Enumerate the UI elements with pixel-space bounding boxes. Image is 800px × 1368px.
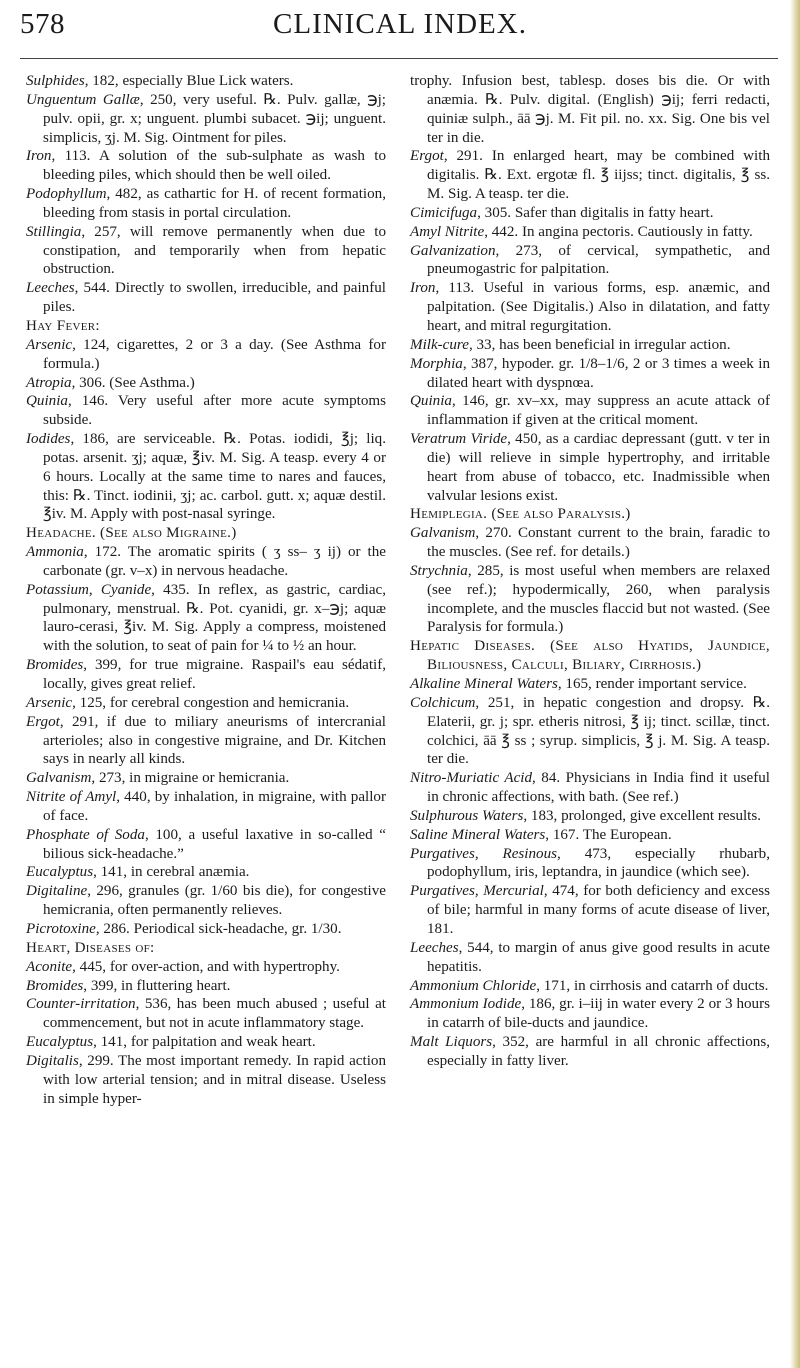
entry-term: Potassium, Cyanide [26,581,152,598]
entry-text: , 182, especially Blue Lick waters. [84,73,294,89]
index-entry [410,204,770,223]
index-heading [26,524,386,543]
entry-text: , 286. Periodical sick-headache, gr. 1/30. [95,920,342,937]
entry-text: , 442. In angina pectoris. Cautiously in fatty. [484,223,753,240]
entry-text: , 474, for both deficiency and excess of bile; harmful in many forms of acute disease of liver, 181. [427,883,770,937]
index-entry [410,430,770,505]
entry-text: , 113. A solution of the sub-sulphate as wash to bleeding piles, which should then be well oiled. [43,148,386,184]
entry-term: Quinia [410,393,452,410]
index-entry [26,543,386,581]
entry-text: , 273, of cervical, sympathetic, and pneumogastric for palpitation. [427,242,770,278]
entry-text: , 450, as a cardiac depressant (gutt. v ter in die) will relieve in simple hypertrophy, and irritable heart from abuse of tobacco, etc. Inadmissible when valvular lesions exist. [427,431,770,504]
entry-term: Iron [26,148,52,165]
running-title: CLINICAL INDEX. [273,8,527,40]
entry-term: Podophyllum [26,186,107,203]
index-entry [26,713,386,770]
index-entry [26,185,386,223]
index-entry [26,336,386,374]
index-entry [26,392,386,430]
page-number: 578 [20,8,65,40]
entry-text: , 186, gr. i–iij in water every 2 or 3 hours in catarrh of bile-ducts and jaundice. [427,996,770,1032]
index-entry [410,72,770,147]
entry-term: Ergot [410,148,444,165]
index-entry [410,769,770,807]
entry-text: , 291. In enlarged heart, may be combined with digitalis. ℞. Ext. ergotæ fl. ℥ iijss; tinct. digitalis, ℥ ss. M. Sig. A teasp. ter die. [427,148,770,203]
index-entry [410,845,770,883]
index-entry [26,91,386,148]
index-entry [410,939,770,977]
entry-term: Sulphides [26,73,85,89]
entry-term: Saline Mineral Waters [410,826,546,843]
index-entry [26,958,386,977]
entry-text: , 84. Physicians in India find it useful in chronic affections, with bath. (See ref.) [427,770,771,806]
entry-text: , 183, prolonged, give excellent results. [523,807,762,824]
entry-term: Ammonia [26,544,84,561]
index-entry [410,882,770,939]
entry-term: Aconite [26,958,73,975]
left-column [26,72,386,1108]
entry-term: Leeches [410,939,459,956]
index-entry [26,977,386,996]
entry-text: , 146. Very useful after more acute symptoms subside. [43,393,386,429]
entry-text: : [150,939,155,956]
entry-text: , 435. In reflex, as gastric, cardiac, pulmonary, menstrual. ℞. Pot. cyanidi, gr. x–℈j; aquæ lauro-cerasi, ℥iv. M. Sig. Apply a compress, moistened with the solution, to seat of pain for ¼ to ½ an hour. [43,581,386,655]
entry-term: Heart, Diseases of [26,939,151,956]
index-entry [410,977,770,996]
entry-text: , 186, are serviceable. ℞. Potas. iodidi, ℥j; liq. potas. arsenit. ʒj; aquæ, ℥iv. M. Sig. A teasp. every 4 or 6 hours. Locally at the same time to nares and fauces, this: ℞. Tinct. iodinii, ʒj; ac. carbol. gutt. x; aquæ destil. ℥iv. M. Apply with post-nasal syringe. [43,431,386,523]
entry-text: , 141, in cerebral anæmia. [93,864,250,881]
index-entry [26,788,386,826]
index-entry [410,995,770,1033]
entry-term: Galvanization [410,242,496,259]
index-entry [410,392,770,430]
index-entry [410,1033,770,1071]
entry-term: Hay Fever [26,317,96,334]
entry-text: , 165, render important service. [557,676,747,692]
entry-text: , 33, has been beneficial in irregular action. [468,336,731,353]
index-entry [26,882,386,920]
entry-term: Counter-irritation [26,996,136,1013]
entry-term: Iron [410,280,436,297]
index-entry [26,920,386,939]
entry-term: Nitro-Muriatic Acid [410,770,533,787]
entry-term: Galvanism [410,525,476,542]
entry-text: , 171, in cirrhosis and catarrh of ducts. [536,977,769,994]
index-entry [410,826,770,845]
entry-text: , 473, especially rhubarb, podophyllum, iris, leptandra, in jaundice (which see). [427,845,770,881]
entry-text: , 167. The European. [545,826,672,843]
index-entry [26,430,386,524]
index-entry [410,242,770,280]
entry-term: Unguentum Gallæ [26,91,140,108]
entry-text: , 172. The aromatic spirits ( ʒ ss– ʒ ij) or the carbonate (gr. v–x) in nervous headache. [43,544,386,579]
entry-term: Malt Liquors [410,1034,493,1051]
right-column [410,72,770,1071]
entry-term: Sulphurous Waters [410,807,524,824]
entry-term: Ergot [26,713,60,730]
entry-term: Strychnia [410,562,468,579]
index-entry [26,72,386,91]
index-entry [410,807,770,826]
index-entry [26,374,386,393]
index-entry [26,1052,386,1109]
entry-term: Headache. [26,525,96,542]
entry-term: Digitaline [26,883,88,900]
entry-text: , 285, is most useful when members are relaxed (see ref.); hypodermically, 260, when paralysis incomplete, and the muscles flaccid but not wasted. (See Paralysis for formula.) [427,562,770,636]
index-entry [26,995,386,1033]
entry-text: (See also Migraine.) [95,525,237,542]
index-entry [26,581,386,656]
entry-text: trophy. Infusion best, tablesp. doses bis die. Or with anæmia. ℞. Pulv. digital. (English) ℈ij; ferri redacti, quiniæ sulph., āā ℈j. M. Fit pil. no. xx. Sig. One bis vel ter in die. [410,73,770,146]
entry-text: , 440, by inhalation, in migraine, with pallor of face. [43,789,386,824]
index-entry [410,147,770,204]
entry-term: Hepatic Diseases. [410,638,536,655]
entry-term: Leeches [26,280,75,297]
entry-term: Arsenic [26,694,73,711]
index-entry [26,223,386,280]
entry-text: , 124, cigarettes, 2 or 3 a day. (See Asthma for formula.) [43,336,386,372]
entry-text: , 306. (See Asthma.) [71,374,195,391]
entry-text: , 299. The most important remedy. In rapid action with low arterial tension; and in mitral disease. Useless in simple hyper- [43,1052,386,1107]
index-heading [410,505,770,524]
entry-text: , 146, gr. xv–xx, may suppress an acute attack of inflammation if given at the critical moment. [427,393,770,429]
entry-text: , 482, as cathartic for H. of recent formation, bleeding from stasis in portal circulation. [43,186,386,221]
entry-text: , 536, has been much abused ; useful at commencement, but not in acute inflammatory stage. [43,996,386,1032]
entry-term: Picrotoxine [26,920,96,937]
entry-term: Galvanism [26,770,92,787]
index-entry [410,355,770,393]
header-rule [20,58,778,59]
index-entry [410,675,770,694]
entry-text: , 305. Safer than digitalis in fatty heart. [477,204,714,221]
entry-term: Ammonium Iodide [410,996,522,1013]
entry-term: Veratrum Viride [410,431,508,448]
entry-term: Purgatives, Mercurial [410,883,544,900]
entry-term: Eucalyptus [26,864,94,881]
index-entry [410,279,770,336]
entry-text: , 544, to margin of anus give good results in acute hepatitis. [427,939,770,975]
entry-term: Purgatives, Resinous [410,845,558,862]
entry-term: Stillingia [26,223,82,240]
entry-term: Atropia [26,374,72,391]
entry-term: Arsenic [26,336,73,353]
entry-term: Digitalis [26,1052,79,1069]
entry-term: Amyl Nitrite [410,223,485,240]
index-entry [410,694,770,769]
entry-term: Colchicum [410,694,476,711]
entry-text: , 273, in migraine or hemicrania. [91,770,290,787]
entry-term: Iodides [26,431,71,448]
index-entry [410,562,770,637]
entry-text: , 270. Constant current to the brain, faradic to the muscles. (See ref. for details.) [427,525,770,561]
entry-text: (See also Paralysis.) [487,506,631,523]
entry-text: (See also Hyatids, Jaundice, Biliousness, Calculi, Biliary, Cirrhosis.) [427,638,770,674]
index-entry [410,223,770,242]
entry-term: Bromides [26,657,84,674]
entry-text: , 113. Useful in various forms, esp. anæmic, and palpitation. (See Digitalis.) Also in dilatation, and fatty heart, and mitral regurgitation. [427,280,770,334]
entry-term: Eucalyptus [26,1034,94,1051]
entry-text: , 141, for palpitation and weak heart. [93,1034,316,1051]
entry-text: , 291, if due to miliary aneurisms of intercranial arterioles; also in congestive migraine, and Dr. Kitchen says in nearly all kinds. [43,713,386,768]
entry-term: Bromides [26,977,84,994]
entry-text: , 352, are harmful in all chronic affections, especially in fatty liver. [427,1034,770,1069]
index-entry [26,147,386,185]
entry-term: Ammonium Chloride [410,977,537,994]
entry-text: , 544. Directly to swollen, irreducible, and painful piles. [43,280,386,316]
entry-text: , 387, hypoder. gr. 1/8–1/6, 2 or 3 times a week in dilated heart with dyspnœa. [427,355,770,391]
entry-term: Milk-cure [410,336,469,353]
page-edge-shading [790,0,800,1368]
entry-text: : [95,317,100,334]
index-heading [410,637,770,675]
entry-text: , 125, for cerebral congestion and hemicrania. [72,694,350,711]
entry-term: Alkaline Mineral Waters [410,676,558,692]
entry-text: , 296, granules (gr. 1/60 bis die), for congestive hemicrania, often permanently relieves. [43,883,386,919]
index-entry [410,524,770,562]
entry-text: , 251, in hepatic congestion and dropsy. ℞. Elaterii, gr. j; spr. etheris nitrosi, ℥ ij; tinct. scillæ, tinct. colchici, āā ℥ ss ; syrup. simplicis, ℥ j. M. Sig. A teasp. ter die. [427,694,770,768]
entry-text: , 250, very useful. ℞. Pulv. gallæ, ℈j; pulv. opii, gr. x; unguent. plumbi subacet. ℈ij; unguent. simplicis, ʒj. M. Sig. Ointment for piles. [43,91,386,146]
index-entry [26,1033,386,1052]
index-entry [410,336,770,355]
index-entry [26,863,386,882]
index-entry [26,656,386,694]
entry-term: Quinia [26,393,68,410]
index-entry [26,279,386,317]
index-entry [26,769,386,788]
entry-text: , 399, in fluttering heart. [83,977,231,994]
index-heading [26,939,386,958]
entry-text: , 100, a useful laxative in so-called “ bilious sick-headache.” [43,826,386,862]
entry-text: , 445, for over-action, and with hypertrophy. [72,958,340,975]
index-heading [26,317,386,336]
entry-text: , 399, for true migraine. Raspail's eau sédatif, locally, gives great relief. [43,657,386,692]
entry-term: Phosphate of Soda [26,826,145,843]
entry-term: Morphia [410,355,463,372]
index-entry [26,694,386,713]
entry-term: Cimicifuga [410,204,478,221]
index-entry [26,826,386,864]
entry-term: Hemiplegia. [410,506,488,523]
entry-text: , 257, will remove permanently when due to constipation, and temporarily when from hepatic obstruction. [43,223,386,278]
entry-term: Nitrite of Amyl [26,789,117,806]
